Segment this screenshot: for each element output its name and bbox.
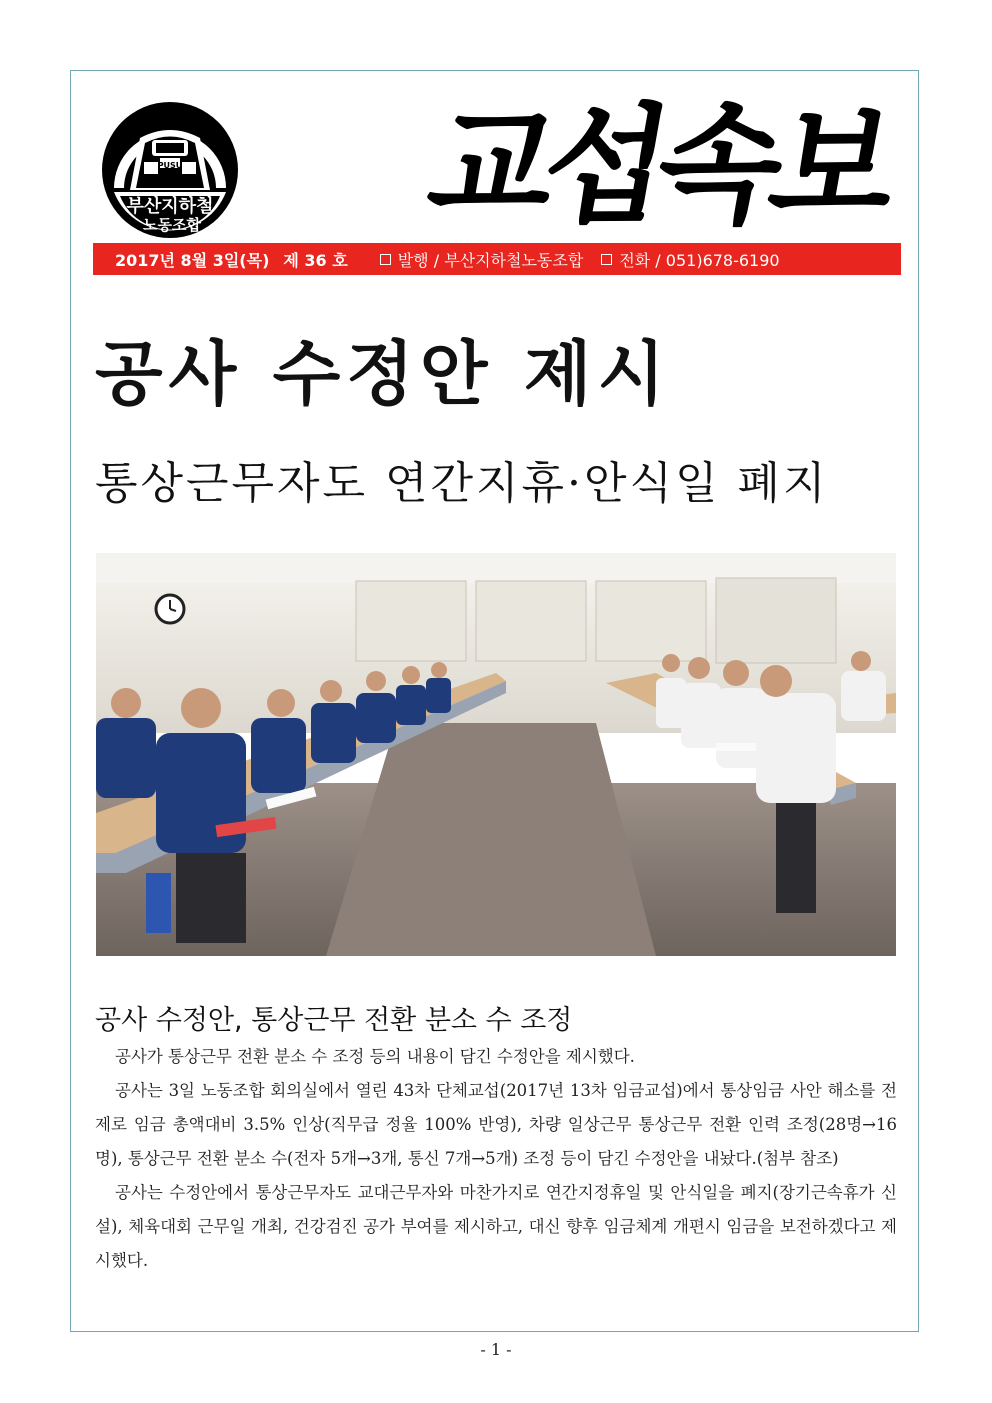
checkbox-square-icon	[380, 254, 391, 265]
phone-item	[601, 248, 779, 271]
info-bar	[93, 243, 901, 275]
article-paragraph: 공사가 통상근무 전환 분소 수 조정 등의 내용이 담긴 수정안을 제시했다.	[115, 1047, 635, 1066]
article-section-title: 공사 수정안, 통상근무 전환 분소 수 조정	[95, 1005, 573, 1036]
masthead-title: 교섭속보	[418, 92, 900, 241]
article-paragraph: 공사는 3일 노동조합 회의실에서 열린 43차 단체교섭(2017년 13차 임금교섭)에서 통상임금 사안 해소를 전제로 임금 총액대비 3.5% 인상(직무급 정율 100% 반영), 차량 일상근무 통상근무 전환 인력 조정(28명→16명), 통상근무 전환 분소 수(전자 5개→3개, 통신 7개→5개) 조정 등이 담긴 수정안을 내놨다.(첨부 참조)	[95, 1081, 897, 1168]
logo-line2-text: 노동조합	[143, 216, 201, 234]
article-paragraph: 공사는 수정안에서 통상근무자도 교대근무자와 마찬가지로 연간지정휴일 및 안식일을 폐지(장기근속휴가 신설), 체육대회 근무일 개최, 건강검진 공가 부여를 제시하고, 대신 향후 임금체계 개편시 임금을 보전하겠다고 제시했다.	[95, 1183, 897, 1270]
publisher-text: 발행 / 부산지하철노동조합	[397, 250, 584, 270]
logo-pusu-text: PUSU	[157, 161, 183, 170]
union-logo	[100, 100, 240, 240]
issue-date: 2017년 8월 3일(목)	[115, 250, 270, 270]
phone-text: 전화 / 051)678-6190	[619, 250, 780, 270]
article-body	[95, 1040, 897, 1278]
subheadline: 통상근무자도 연간지휴·안식일 폐지	[95, 458, 829, 509]
page-number: - 1 -	[480, 1340, 512, 1359]
checkbox-square-icon	[601, 254, 612, 265]
logo-line1-text: 부산지하철	[126, 196, 214, 217]
issue-number: 제 36 호	[283, 250, 348, 270]
headline: 공사 수정안 제시	[95, 333, 672, 415]
publisher-item	[380, 248, 584, 271]
meeting-photo	[96, 553, 896, 956]
